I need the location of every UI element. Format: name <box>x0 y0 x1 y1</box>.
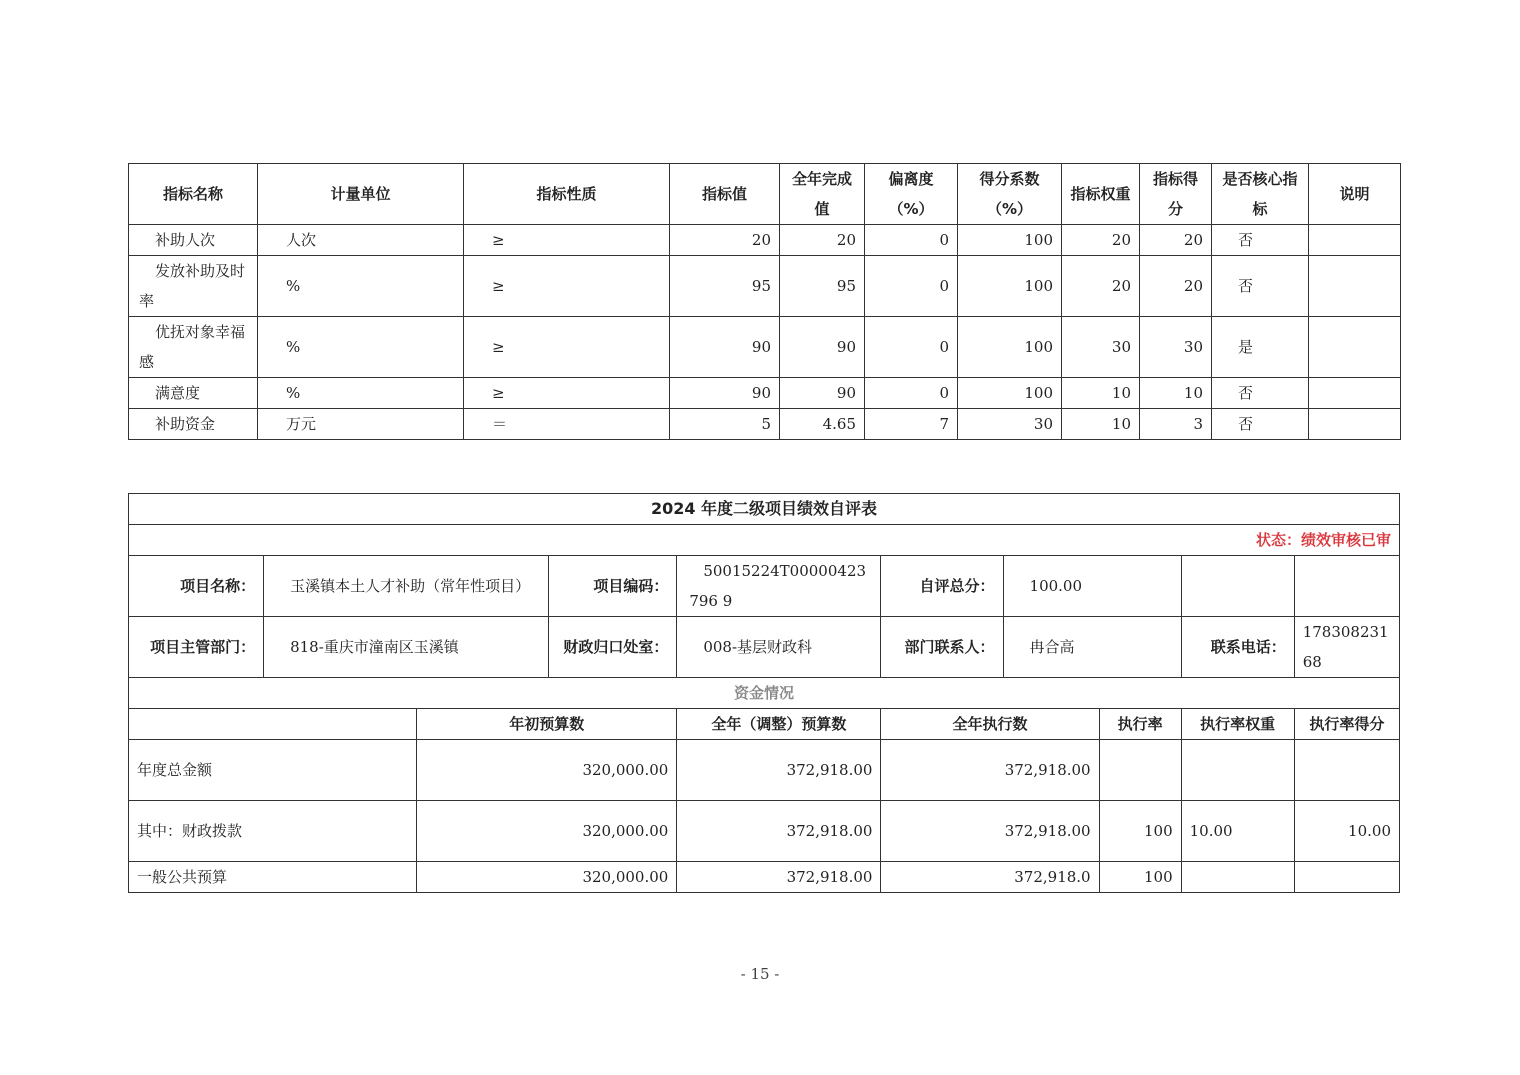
indicator-coef: 100 <box>958 317 1062 378</box>
fund-adjusted: 372,918.00 <box>677 862 881 893</box>
project-code-value <box>677 556 881 617</box>
finance-office-value: 008-基层财政科 <box>677 617 881 678</box>
indicator-value: 20 <box>670 225 780 256</box>
indicator-weight: 20 <box>1062 256 1140 317</box>
header-core: 是否核心指标 <box>1212 164 1309 225</box>
indicator-unit: 人次 <box>258 225 464 256</box>
indicator-header-row <box>129 164 1401 225</box>
contact-value: 冉合高 <box>1003 617 1181 678</box>
indicator-note <box>1309 409 1401 440</box>
self-evaluation-table <box>128 493 1400 893</box>
fund-rate-score: 10.00 <box>1294 801 1399 862</box>
status-badge: 状态：绩效审核已审 <box>129 525 1400 556</box>
table-row <box>129 378 1401 409</box>
fund-initial: 320,000.00 <box>417 740 677 801</box>
indicator-score: 3 <box>1140 409 1212 440</box>
indicator-deviation: 0 <box>865 256 958 317</box>
indicator-nature: ＝ <box>464 409 670 440</box>
header-weight: 指标权重 <box>1062 164 1140 225</box>
indicator-value: 5 <box>670 409 780 440</box>
fund-header-adjusted: 全年（调整）预算数 <box>677 709 881 740</box>
dept-label: 项目主管部门： <box>129 617 264 678</box>
fund-executed-text: 372,918.00 <box>1004 761 1091 779</box>
phone-value: 17830823168 <box>1294 617 1399 678</box>
finance-office-label: 财政归口处室： <box>549 617 677 678</box>
indicator-completion: 95 <box>780 256 865 317</box>
fund-header-rate: 执行率 <box>1099 709 1181 740</box>
table-row <box>129 317 1401 378</box>
total-score-label: 自评总分： <box>881 556 1003 617</box>
fund-rate: 100 <box>1099 801 1181 862</box>
indicator-unit: 万元 <box>258 409 464 440</box>
phone-label: 联系电话： <box>1181 617 1294 678</box>
fund-header-executed: 全年执行数 <box>881 709 1099 740</box>
indicator-coef: 30 <box>958 409 1062 440</box>
total-score-value: 100.00 <box>1003 556 1181 617</box>
project-name-value: 玉溪镇本土人才补助（常年性项目） <box>264 556 549 617</box>
fund-header-rate-score: 执行率得分 <box>1294 709 1399 740</box>
project-code-text: 50015224T00000423796 9 <box>689 562 867 610</box>
fund-initial: 320,000.00 <box>417 862 677 893</box>
header-completion: 全年完成值 <box>780 164 865 225</box>
indicator-table <box>128 163 1401 440</box>
indicator-completion: 4.65 <box>780 409 865 440</box>
table-row <box>129 862 1400 893</box>
fund-initial: 320,000.00 <box>417 801 677 862</box>
indicator-coef: 100 <box>958 225 1062 256</box>
fund-adjusted: 372,918.00 <box>677 740 881 801</box>
indicator-weight: 10 <box>1062 378 1140 409</box>
indicator-core: 是 <box>1212 317 1309 378</box>
indicator-completion: 90 <box>780 378 865 409</box>
indicator-score: 10 <box>1140 378 1212 409</box>
indicator-name: 补助资金 <box>129 409 258 440</box>
fund-executed-text: 372,918.00 <box>1004 822 1091 840</box>
fund-row-label: 其中：财政拨款 <box>129 801 417 862</box>
indicator-name: 优抚对象幸福感 <box>129 317 258 378</box>
indicator-nature: ≥ <box>464 317 670 378</box>
indicator-note <box>1309 378 1401 409</box>
indicator-value: 90 <box>670 378 780 409</box>
indicator-weight: 10 <box>1062 409 1140 440</box>
indicator-core: 否 <box>1212 256 1309 317</box>
indicator-unit: % <box>258 317 464 378</box>
fund-rate-score <box>1294 862 1399 893</box>
fund-header-row <box>129 709 1400 740</box>
fund-rate: 100 <box>1099 862 1181 893</box>
evaluation-title: 2024 年度二级项目绩效自评表 <box>129 494 1400 525</box>
indicator-nature: ≥ <box>464 378 670 409</box>
fund-row-label: 年度总金额 <box>129 740 417 801</box>
table-row <box>129 225 1401 256</box>
fund-executed <box>881 740 1099 801</box>
fund-header-blank <box>129 709 417 740</box>
header-nature: 指标性质 <box>464 164 670 225</box>
header-name: 指标名称 <box>129 164 258 225</box>
fund-rate-weight <box>1181 740 1294 801</box>
indicator-nature: ≥ <box>464 256 670 317</box>
fund-rate-weight <box>1181 862 1294 893</box>
fund-executed <box>881 801 1099 862</box>
page-number: - 15 - <box>740 965 780 983</box>
indicator-value: 90 <box>670 317 780 378</box>
indicator-note <box>1309 225 1401 256</box>
fund-adjusted: 372,918.00 <box>677 801 881 862</box>
fund-rate <box>1099 740 1181 801</box>
indicator-note <box>1309 256 1401 317</box>
project-name-label: 项目名称： <box>129 556 264 617</box>
indicator-unit: % <box>258 378 464 409</box>
indicator-weight: 20 <box>1062 225 1140 256</box>
indicator-core: 否 <box>1212 378 1309 409</box>
indicator-deviation: 0 <box>865 378 958 409</box>
contact-label: 部门联系人： <box>881 617 1003 678</box>
header-score: 指标得分 <box>1140 164 1212 225</box>
fund-row-label: 一般公共预算 <box>129 862 417 893</box>
indicator-note <box>1309 317 1401 378</box>
indicator-score: 30 <box>1140 317 1212 378</box>
indicator-name: 满意度 <box>129 378 258 409</box>
indicator-score: 20 <box>1140 256 1212 317</box>
empty-cell <box>1181 556 1294 617</box>
empty-cell <box>1294 556 1399 617</box>
fund-header-initial: 年初预算数 <box>417 709 677 740</box>
fund-heading: 资金情况 <box>129 678 1400 709</box>
indicator-score: 20 <box>1140 225 1212 256</box>
indicator-deviation: 0 <box>865 225 958 256</box>
indicator-name: 补助人次 <box>129 225 258 256</box>
header-value: 指标值 <box>670 164 780 225</box>
indicator-deviation: 0 <box>865 317 958 378</box>
indicator-value: 95 <box>670 256 780 317</box>
indicator-completion: 90 <box>780 317 865 378</box>
fund-executed: 372,918.0 <box>881 862 1099 893</box>
header-deviation: 偏离度（%） <box>865 164 958 225</box>
header-coef: 得分系数（%） <box>958 164 1062 225</box>
table-row <box>129 740 1400 801</box>
indicator-unit: % <box>258 256 464 317</box>
header-unit: 计量单位 <box>258 164 464 225</box>
indicator-name: 发放补助及时率 <box>129 256 258 317</box>
fund-rate-score <box>1294 740 1399 801</box>
project-code-label: 项目编码： <box>549 556 677 617</box>
indicator-weight: 30 <box>1062 317 1140 378</box>
fund-header-rate-weight: 执行率权重 <box>1181 709 1294 740</box>
indicator-deviation: 7 <box>865 409 958 440</box>
indicator-nature: ≥ <box>464 225 670 256</box>
indicator-coef: 100 <box>958 256 1062 317</box>
dept-value: 818-重庆市潼南区玉溪镇 <box>264 617 549 678</box>
indicator-completion: 20 <box>780 225 865 256</box>
table-row <box>129 801 1400 862</box>
indicator-core: 否 <box>1212 409 1309 440</box>
indicator-coef: 100 <box>958 378 1062 409</box>
table-row <box>129 256 1401 317</box>
table-row <box>129 409 1401 440</box>
header-note: 说明 <box>1309 164 1401 225</box>
indicator-core: 否 <box>1212 225 1309 256</box>
fund-rate-weight: 10.00 <box>1181 801 1294 862</box>
